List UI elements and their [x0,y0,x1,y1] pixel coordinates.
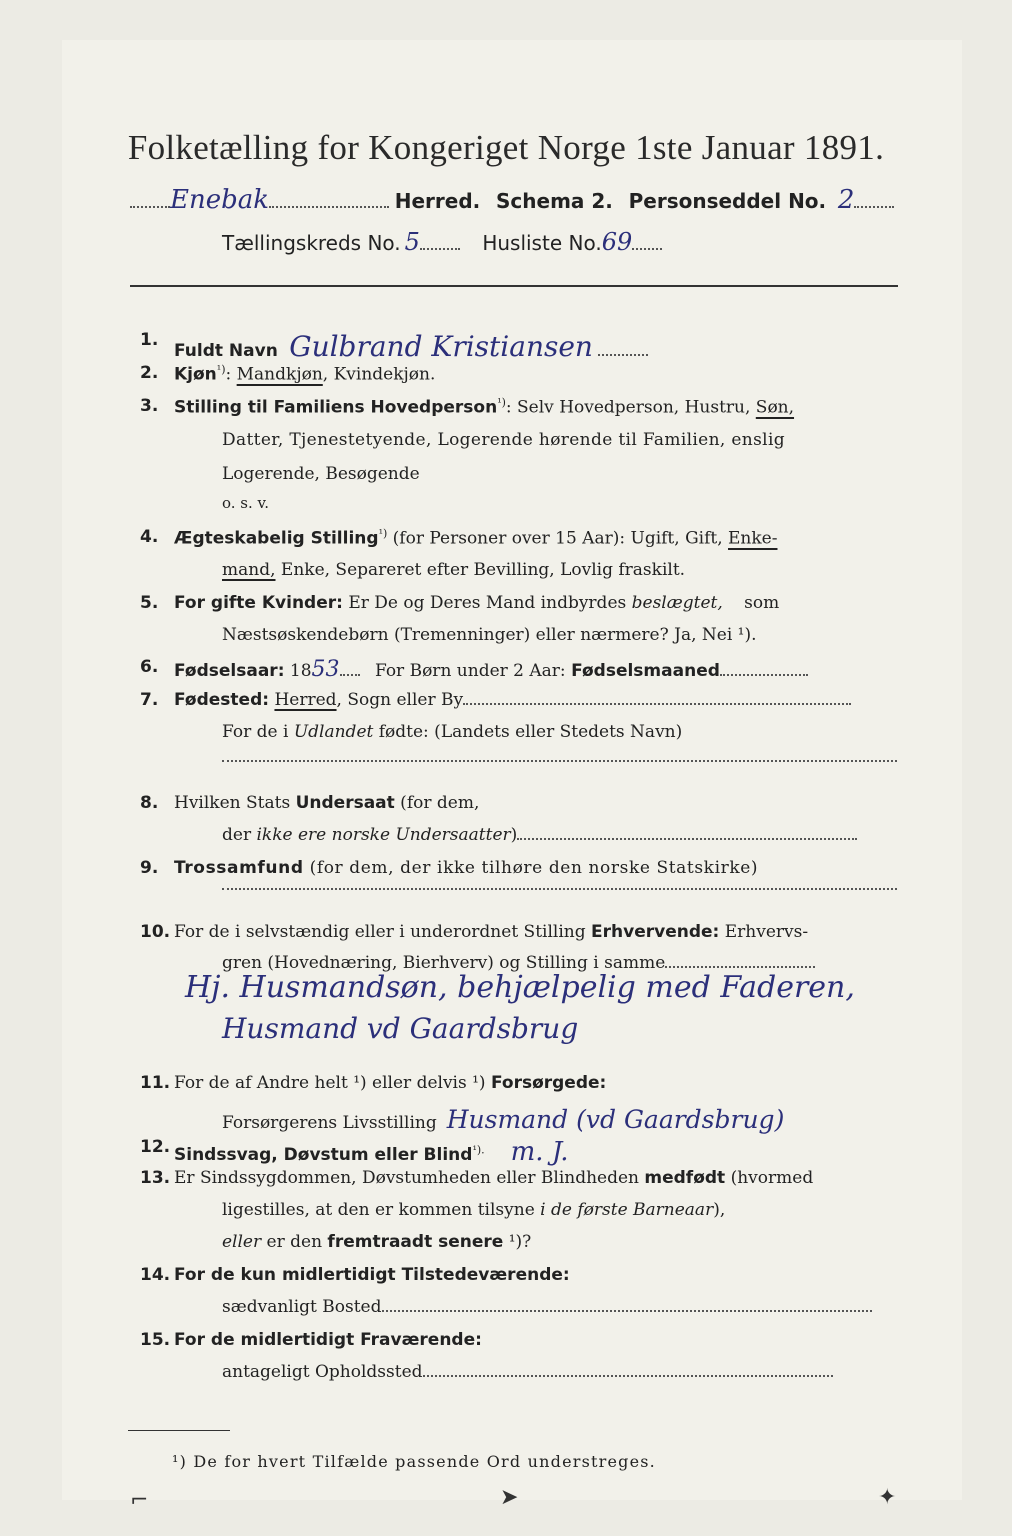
item-number: 9. [140,858,159,878]
dotted-line [720,662,808,676]
item-number: 11. [140,1073,171,1093]
item-number: 14. [140,1265,171,1285]
form-title: Folketælling for Kongeriget Norge 1ste Januar 1891. [127,128,885,167]
item-3-line-2: Datter, Tjenestetyende, Logerende hørende til Familien, enslig [222,430,785,450]
item-text: For Børn under 2 Aar: [374,661,572,681]
item-text: : Selv Hovedperson, Hustru, [505,397,756,418]
footnote-ref: ¹) [378,527,388,540]
birth-year-label: Fødselsaar: [174,661,285,681]
birth-month-label: Fødselsmaaned [571,661,720,681]
margin-mark-icon: ✦ [878,1485,897,1510]
dotted-line [222,748,897,762]
married-women-label: For gifte Kvinder: [174,593,343,613]
item-text: gren (Hovednæring, Bierhverv) og Stilling i samme [222,953,666,973]
item-13 [174,1168,813,1188]
item-text-italic: i de første Barneaar [540,1200,714,1220]
later-onset-label: fremtraadt senere [327,1232,504,1252]
item-13-line-3 [222,1232,531,1252]
item-text: fødte: (Landets eller Stedets Navn) [373,722,683,742]
item-7-line-2 [222,722,682,742]
item-text: Enke, Separeret efter Bevilling, Lovlig fraskilt. [275,560,686,580]
item-5 [174,593,779,613]
item-2 [174,363,435,385]
dotted-line [382,1298,872,1312]
item-10 [174,922,808,942]
item-text: ligestilles, at den er kommen tilsyne [222,1200,541,1220]
footnote-text: ¹) De for hvert Tilfælde passende Ord understreges. [172,1452,656,1471]
item-number: 13. [140,1168,171,1188]
congenital-label: medfødt [644,1168,726,1188]
marital-enkemand-a: Enke- [728,528,778,549]
item-3-line-4: o. s. v. [222,494,269,512]
margin-mark-icon: ➤ [500,1485,519,1510]
item-text-italic: eller [222,1232,262,1252]
sex-label: Kjøn [174,364,217,385]
occupation-label: Erhvervende: [591,922,720,942]
dotted-line [130,194,170,208]
full-name-label: Fuldt Navn [174,341,278,361]
dotted-line [854,194,894,208]
item-text-italic: beslægtet, [631,593,723,613]
dotted-line [598,342,648,356]
dotted-line [269,194,389,208]
item-13-line-2 [222,1200,725,1220]
disability-label: Sindssvag, Døvstum eller Blind [174,1145,473,1165]
family-position-son: Søn, [755,397,795,418]
herred-label: Herred. [394,189,481,213]
item-11 [174,1073,606,1093]
item-7 [174,690,851,710]
kreds-row [222,230,662,255]
temporary-absent-label: For de midlertidigt Fraværende: [174,1330,482,1350]
schema-label: Schema 2. [496,189,613,213]
item-text: Er De og Deres Mand indbyrdes [342,593,632,613]
marital-status-label: Ægteskabelig Stilling [174,528,379,549]
item-number: 2. [140,363,159,383]
item-text: ¹)? [503,1232,532,1252]
item-number: 4. [140,527,159,547]
item-15-line-2 [222,1362,833,1382]
item-text: (for Personer over 15 Aar): Ugift, Gift, [387,528,729,549]
item-text: Erhvervs- [719,922,809,942]
item-4 [174,527,777,549]
dotted-line [340,662,360,676]
item-text: (hvormed [725,1168,814,1188]
item-8-line-2 [222,825,857,845]
item-text: For de i selvstændig eller i underordnet Stilling [174,922,592,942]
full-name-value: Gulbrand Kristiansen [289,330,593,363]
footnote-ref: ¹) [216,363,226,376]
item-text: er den [261,1232,328,1252]
item-5-line-2: Næstsøskendebørn (Tremenninger) eller nærmere? Ja, Nei ¹). [222,625,757,645]
item-number: 7. [140,690,159,710]
item-number: 6. [140,657,159,677]
item-text: som [738,593,780,613]
item-number: 12. [140,1137,171,1157]
item-4-line-2 [222,560,685,580]
sex-mandkjon: Mandkjøn [236,364,323,385]
birth-year-value: 53 [311,657,340,682]
item-14-line-2 [222,1297,872,1317]
birth-year-prefix: 18 [284,661,312,681]
dotted-line [665,954,815,968]
item-3-line-3: Logerende, Besøgende [222,464,420,484]
footnote-ref: ¹) [497,396,506,409]
dotted-line [463,691,851,705]
family-position-label: Stilling til Familiens Hovedperson [174,397,498,418]
item-9 [174,858,758,878]
herred-value: Enebak [170,185,270,215]
supported-label: Forsørgede: [490,1073,607,1093]
item-text-italic: ikke ere norske Undersaatter [256,825,511,845]
religion-label: Trossamfund [174,858,304,878]
kreds-value: 5 [404,228,420,256]
item-text: antageligt Opholdssted [222,1362,423,1382]
item-3 [174,396,794,418]
personseddel-label: Personseddel No. [628,189,827,213]
item-text: ) [510,825,518,845]
citizenship-label: Undersaat [295,793,395,813]
temporary-present-label: For de kun midlertidigt Tilstedeværende: [174,1265,570,1285]
occupation-value-line-2: Husmand vd Gaardsbrug [222,1012,579,1045]
marital-enkemand-b: mand, [222,560,276,580]
footnote-rule [128,1430,230,1431]
item-text: der [222,825,257,845]
dotted-line [222,876,897,890]
kreds-label: Tællingskreds No. [222,231,401,255]
item-number: 3. [140,396,159,416]
item-number: 5. [140,593,159,613]
margin-mark-icon: ⌐ [130,1488,149,1513]
item-text: For de i [222,722,294,742]
item-6 [174,657,808,682]
item-text: ), [713,1200,726,1220]
item-1 [174,330,648,363]
provider-occupation-value: Husmand (vd Gaardsbrug) [446,1105,785,1134]
item-number: 8. [140,793,159,813]
footnote-ref: ¹). [472,1143,485,1157]
header-rule [130,285,898,287]
disability-value: m. J. [510,1137,569,1167]
item-text: (for dem, [394,793,480,813]
husliste-value: 69 [601,228,633,256]
item-text-italic: Udlandet [293,722,374,742]
item-text: Hvilken Stats [174,793,296,813]
item-text: sædvanligt Bosted [222,1297,382,1317]
dotted-line [423,1363,833,1377]
item-text: Forsørgerens Livsstilling [222,1113,437,1133]
birthplace-herred: Herred [274,690,337,710]
birthplace-label: Fødested: [174,690,270,710]
dotted-line [517,826,857,840]
item-text: : [225,364,237,385]
item-text: (for dem, der ikke tilhøre den norske Statskirke) [303,858,759,878]
item-11-line-2 [222,1105,784,1134]
personseddel-value: 2 [837,185,855,215]
item-number: 15. [140,1330,171,1350]
item-text: Er Sindssygdommen, Døvstumheden eller Blindheden [174,1168,645,1188]
item-8 [174,793,479,813]
item-number: 1. [140,330,159,350]
item-text: , Kvindekjøn. [322,364,436,385]
dotted-line [420,236,460,250]
item-text: , Sogn eller By [336,690,464,710]
item-12 [174,1137,569,1167]
item-text: For de af Andre helt ¹) eller delvis ¹) [174,1073,491,1093]
occupation-value-line-1: Hj. Husmandsøn, behjælpelig med Faderen, [185,970,855,1005]
item-number: 10. [140,922,171,942]
husliste-label: Husliste No. [482,231,602,255]
herred-row [130,185,894,215]
dotted-line [632,236,662,250]
